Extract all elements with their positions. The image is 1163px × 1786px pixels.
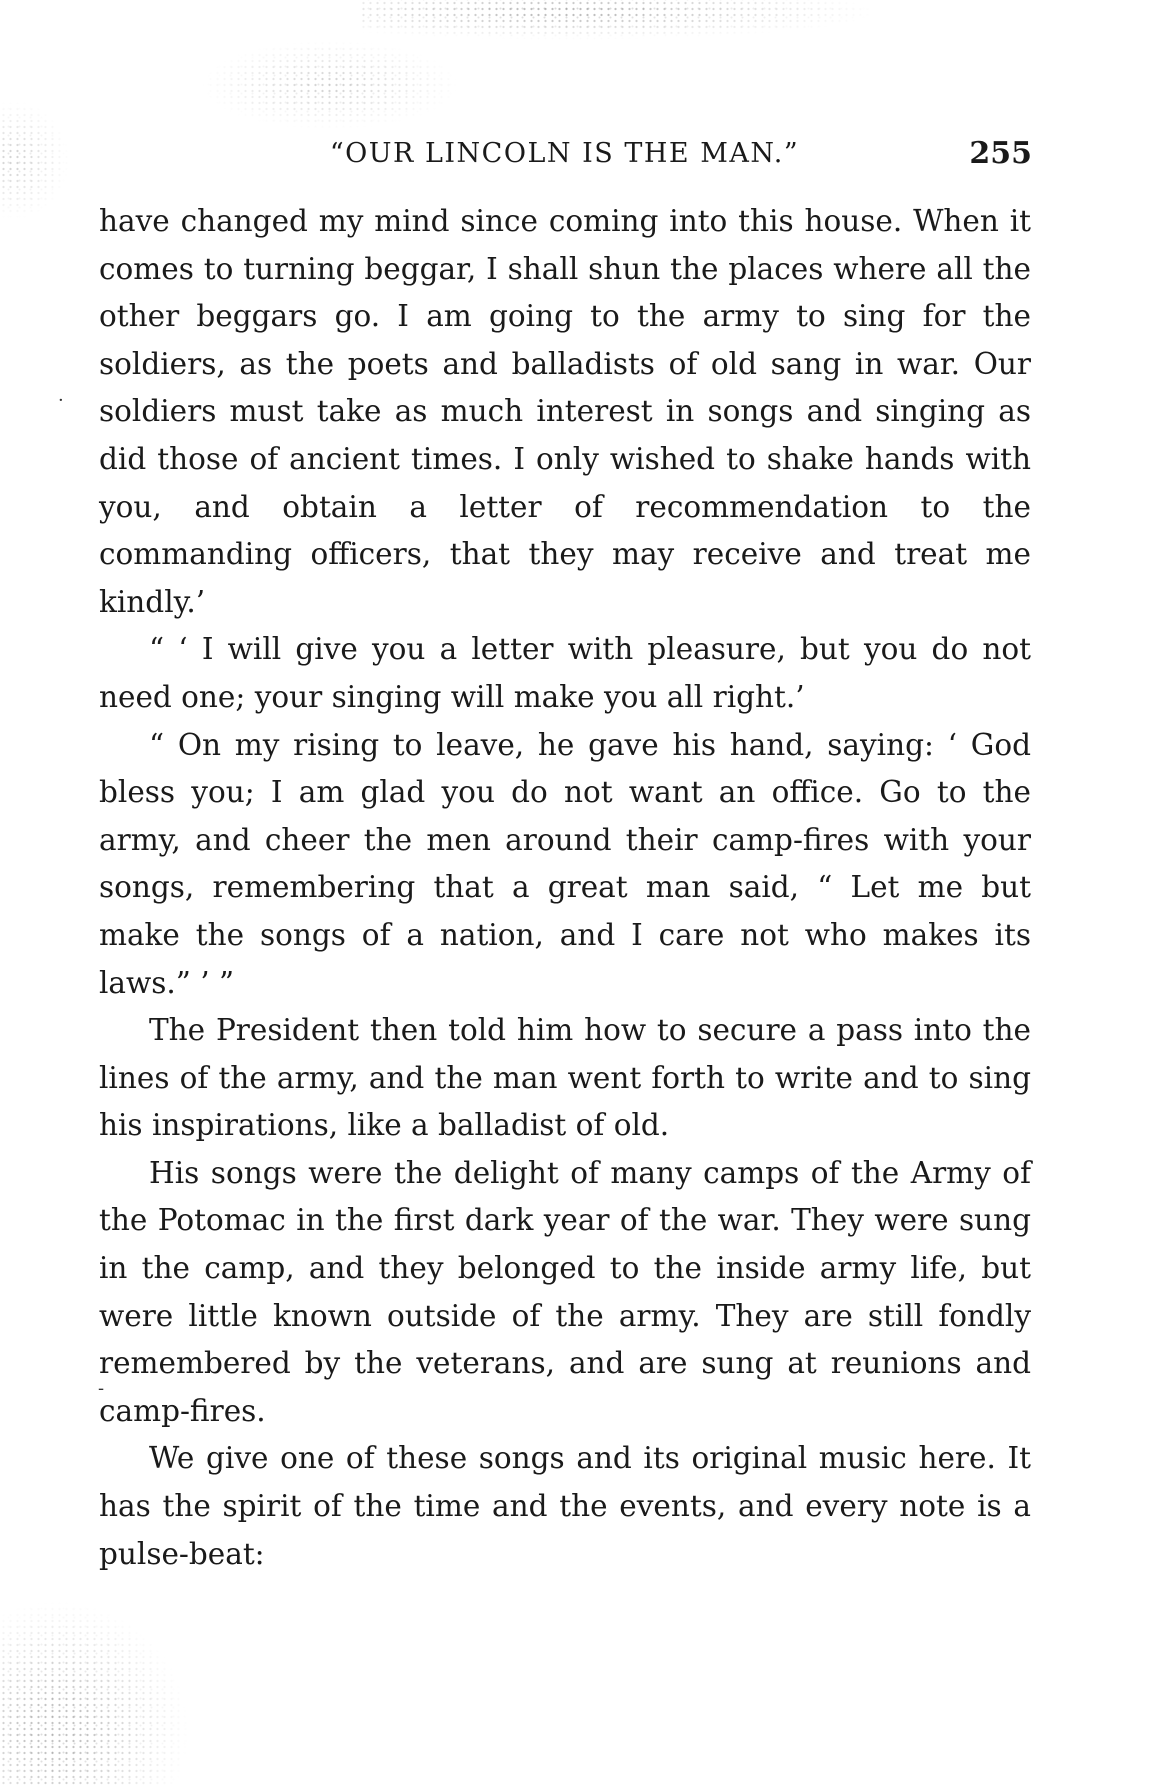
page-number: 255 — [969, 136, 1032, 171]
paragraph: “ ‘ I will give you a letter with pleasure, but you do not need one; your singing will make you all right.’ — [99, 632, 1031, 714]
stray-mark: - — [98, 1378, 105, 1399]
scan-noise-bottom — [0, 1600, 190, 1786]
running-head — [97, 136, 1032, 172]
scan-noise-top-left — [200, 40, 460, 130]
paragraph: “ On my rising to leave, he gave his hand, saying: ‘ God bless you; I am glad you do not want an office. Go to the army, and cheer the men around their camp-fires with your songs, remembering that a great man said, “ Let me but make the songs of a nation, and I care not who makes its laws.” ’ ” — [99, 727, 1031, 1000]
running-title: “OUR LINCOLN IS THE MAN.” — [329, 138, 800, 169]
stray-mark: · — [58, 390, 64, 411]
paragraph: We give one of these songs and its original music here. It has the spirit of the time and the events, and every note is a pulse-beat: — [99, 1441, 1031, 1571]
paragraph: have changed my mind since coming into this house. When it comes to turning beggar, I shall shun the places where all the other beggars go. I am going to the army to sing for the soldiers, as the poets and balladists of old sang in war. Our soldiers must take as much interest in songs and singing as did those of ancient times. I only wished to shake hands with you, and obtain a letter of recommendation to the commanding officers, that they may receive and treat me kindly.’ — [99, 204, 1031, 619]
paragraph: The President then told him how to secure a pass into the lines of the army, and the man went forth to write and to sing his inspirations, like a balladist of old. — [99, 1013, 1031, 1143]
scan-noise-top — [360, 0, 880, 40]
scan-noise-left — [0, 100, 70, 220]
paragraph: His songs were the delight of many camps of the Army of the Potomac in the first dark year of the war. They were sung in the camp, and they belonged to the inside army life, but were little known outside of the army. They are still fondly remembered by the veterans, and are sung at reunions and camp-fires. — [99, 1155, 1031, 1428]
body-text — [99, 198, 1031, 1578]
